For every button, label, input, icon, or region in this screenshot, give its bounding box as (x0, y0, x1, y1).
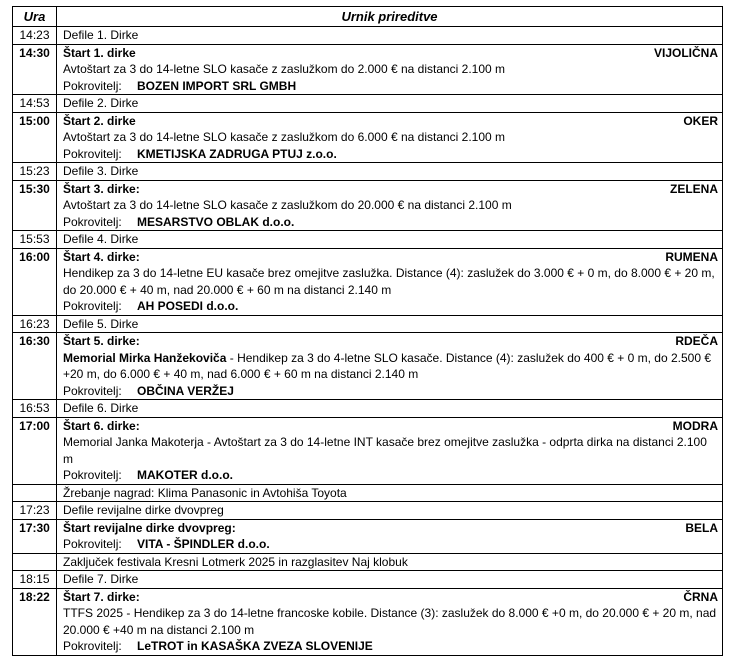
sponsor-label: Pokrovitelj: (63, 78, 122, 93)
sponsor-label: Pokrovitelj: (63, 299, 122, 313)
header-time: Ura (13, 7, 57, 27)
sponsor-line (63, 78, 718, 95)
table-row-defile (13, 400, 723, 418)
race-cell (57, 333, 723, 400)
table-row-defile (13, 571, 723, 589)
sponsor-line (63, 383, 718, 400)
table-row-defile (13, 95, 723, 113)
row-time: 14:30 (13, 44, 57, 95)
race-description-rest: - Hendikep za 3 do 4-letne SLO kasače. Distance (4): zaslužek do 400 € + 0 m, do 2.500 € +20 m, do 6.000 € + 40 m, nad 6.000 € + 60 m na distanci 2.140 m (63, 350, 712, 381)
row-time: 14:53 (13, 95, 57, 113)
row-time: 15:00 (13, 112, 57, 163)
sponsor-name: MESARSTVO OBLAK d.o.o. (137, 214, 295, 229)
sponsor-name: OBČINA VERŽEJ (137, 383, 234, 398)
row-text: Defile 5. Dirke (57, 315, 723, 333)
race-title: Štart 4. dirke: (63, 249, 140, 264)
table-row-race (13, 44, 723, 95)
row-time: 16:30 (13, 333, 57, 400)
table-row-defile (13, 231, 723, 249)
race-cell (57, 519, 723, 553)
race-title: Štart 6. dirke: (63, 418, 140, 433)
row-text: Žrebanje nagrad: Klima Panasonic in Avtohiša Toyota (57, 484, 723, 502)
table-row-defile (13, 315, 723, 333)
race-description: Avtoštart za 3 do 14-letne SLO kasače z zaslužkom do 2.000 € na distanci 2.100 m (63, 62, 506, 76)
table-row-race (13, 588, 723, 655)
race-description (63, 350, 718, 383)
row-text: Defile 6. Dirke (57, 400, 723, 418)
row-time: 15:53 (13, 231, 57, 249)
row-text: Defile 2. Dirke (57, 95, 723, 113)
table-row-defile (13, 27, 723, 45)
table-row-race (13, 333, 723, 400)
row-time: 16:53 (13, 400, 57, 418)
sponsor-name: LeTROT in KASAŠKA ZVEZA SLOVENIJE (137, 639, 373, 653)
race-cell (57, 248, 723, 315)
row-time: 17:23 (13, 502, 57, 520)
race-cell (57, 44, 723, 95)
row-text: Zaključek festivala Kresni Lotmerk 2025 in razglasitev Naj klobuk (57, 553, 723, 571)
race-color: MODRA (672, 418, 718, 433)
sponsor-label: Pokrovitelj: (63, 146, 122, 161)
row-text: Defile 3. Dirke (57, 163, 723, 181)
sponsor-line (63, 536, 718, 553)
race-description: Memorial Janka Makoterja - Avtoštart za 3 do 14-letne INT kasače brez omejitve zaslužka - odprta dirka na distanci 2.100 m (63, 435, 707, 466)
header-schedule: Urnik prireditve (57, 7, 723, 27)
race-cell (57, 588, 723, 655)
row-text: Defile revijalne dirke dvovpreg (57, 502, 723, 520)
row-time (13, 484, 57, 502)
row-time: 15:30 (13, 180, 57, 231)
sponsor-name: BOZEN IMPORT SRL GMBH (137, 78, 297, 93)
sponsor-line (63, 467, 718, 484)
row-text: Defile 1. Dirke (57, 27, 723, 45)
table-row-race (13, 417, 723, 484)
row-time: 18:15 (13, 571, 57, 589)
race-description: Hendikep za 3 do 14-letne EU kasače brez omejitve zaslužka. Distance (4): zaslužek do 3.000 € + 0 m, do 8.000 € + 20 m, do 20.000 € + 40 m, nad 20.000 € + 60 m na distanci 2.140 m (63, 266, 715, 297)
race-color: RDEČA (675, 334, 718, 348)
sponsor-line (63, 146, 718, 163)
sponsor-label: Pokrovitelj: (63, 383, 122, 398)
table-row-note (13, 553, 723, 571)
sponsor-line (63, 638, 718, 655)
memorial-name: Memorial Mirka Hanžekoviča (63, 350, 227, 365)
race-cell (57, 417, 723, 484)
row-text: Defile 4. Dirke (57, 231, 723, 249)
sponsor-line (63, 298, 718, 315)
row-time: 16:23 (13, 315, 57, 333)
race-color: ZELENA (670, 181, 718, 196)
table-row-note (13, 484, 723, 502)
row-time: 15:23 (13, 163, 57, 181)
race-color: VIJOLIČNA (653, 45, 718, 60)
race-title: Štart revijalne dirke dvovpreg: (63, 520, 236, 535)
sponsor-name: KMETIJSKA ZADRUGA PTUJ z.o.o. (137, 146, 337, 161)
schedule-table (12, 6, 723, 656)
sponsor-name: VITA - ŠPINDLER d.o.o. (137, 537, 270, 551)
sponsor-name: MAKOTER d.o.o. (137, 468, 233, 482)
race-title: Štart 7. dirke: (63, 589, 140, 604)
row-time: 18:22 (13, 588, 57, 655)
race-title: Štart 1. dirke (63, 45, 136, 60)
race-color: RUMENA (665, 249, 718, 264)
race-description: Avtoštart za 3 do 14-letne SLO kasače z zaslužkom do 20.000 € na distanci 2.100 m (63, 198, 512, 212)
row-time: 17:00 (13, 417, 57, 484)
race-color: ČRNA (683, 589, 718, 604)
table-row-defile (13, 502, 723, 520)
row-time (13, 553, 57, 571)
race-description: TTFS 2025 - Hendikep za 3 do 14-letne francoske kobile. Distance (3): zaslužek do 8.000 € +0 m, do 20.000 € + 20 m, nad 20.000 € +40 m na distanci 2.100 m (63, 606, 717, 637)
row-time: 16:00 (13, 248, 57, 315)
sponsor-name: AH POSEDI d.o.o. (137, 299, 239, 313)
header-row (13, 7, 723, 27)
race-title: Štart 5. dirke: (63, 334, 140, 348)
table-row-race (13, 248, 723, 315)
sponsor-label: Pokrovitelj: (63, 639, 122, 653)
sponsor-line (63, 214, 718, 231)
row-time: 17:30 (13, 519, 57, 553)
race-cell (57, 112, 723, 163)
row-time: 14:23 (13, 27, 57, 45)
race-title: Štart 2. dirke (63, 113, 136, 128)
race-color: OKER (683, 113, 718, 128)
row-text: Defile 7. Dirke (57, 571, 723, 589)
table-row-race (13, 519, 723, 553)
sponsor-label: Pokrovitelj: (63, 214, 122, 229)
race-title: Štart 3. dirke: (63, 181, 140, 196)
sponsor-label: Pokrovitelj: (63, 537, 122, 551)
table-row-race (13, 112, 723, 163)
race-description: Avtoštart za 3 do 14-letne SLO kasače z zaslužkom do 6.000 € na distanci 2.100 m (63, 130, 506, 144)
sponsor-label: Pokrovitelj: (63, 468, 122, 482)
table-row-defile (13, 163, 723, 181)
race-cell (57, 180, 723, 231)
race-color: BELA (685, 520, 718, 535)
table-row-race (13, 180, 723, 231)
